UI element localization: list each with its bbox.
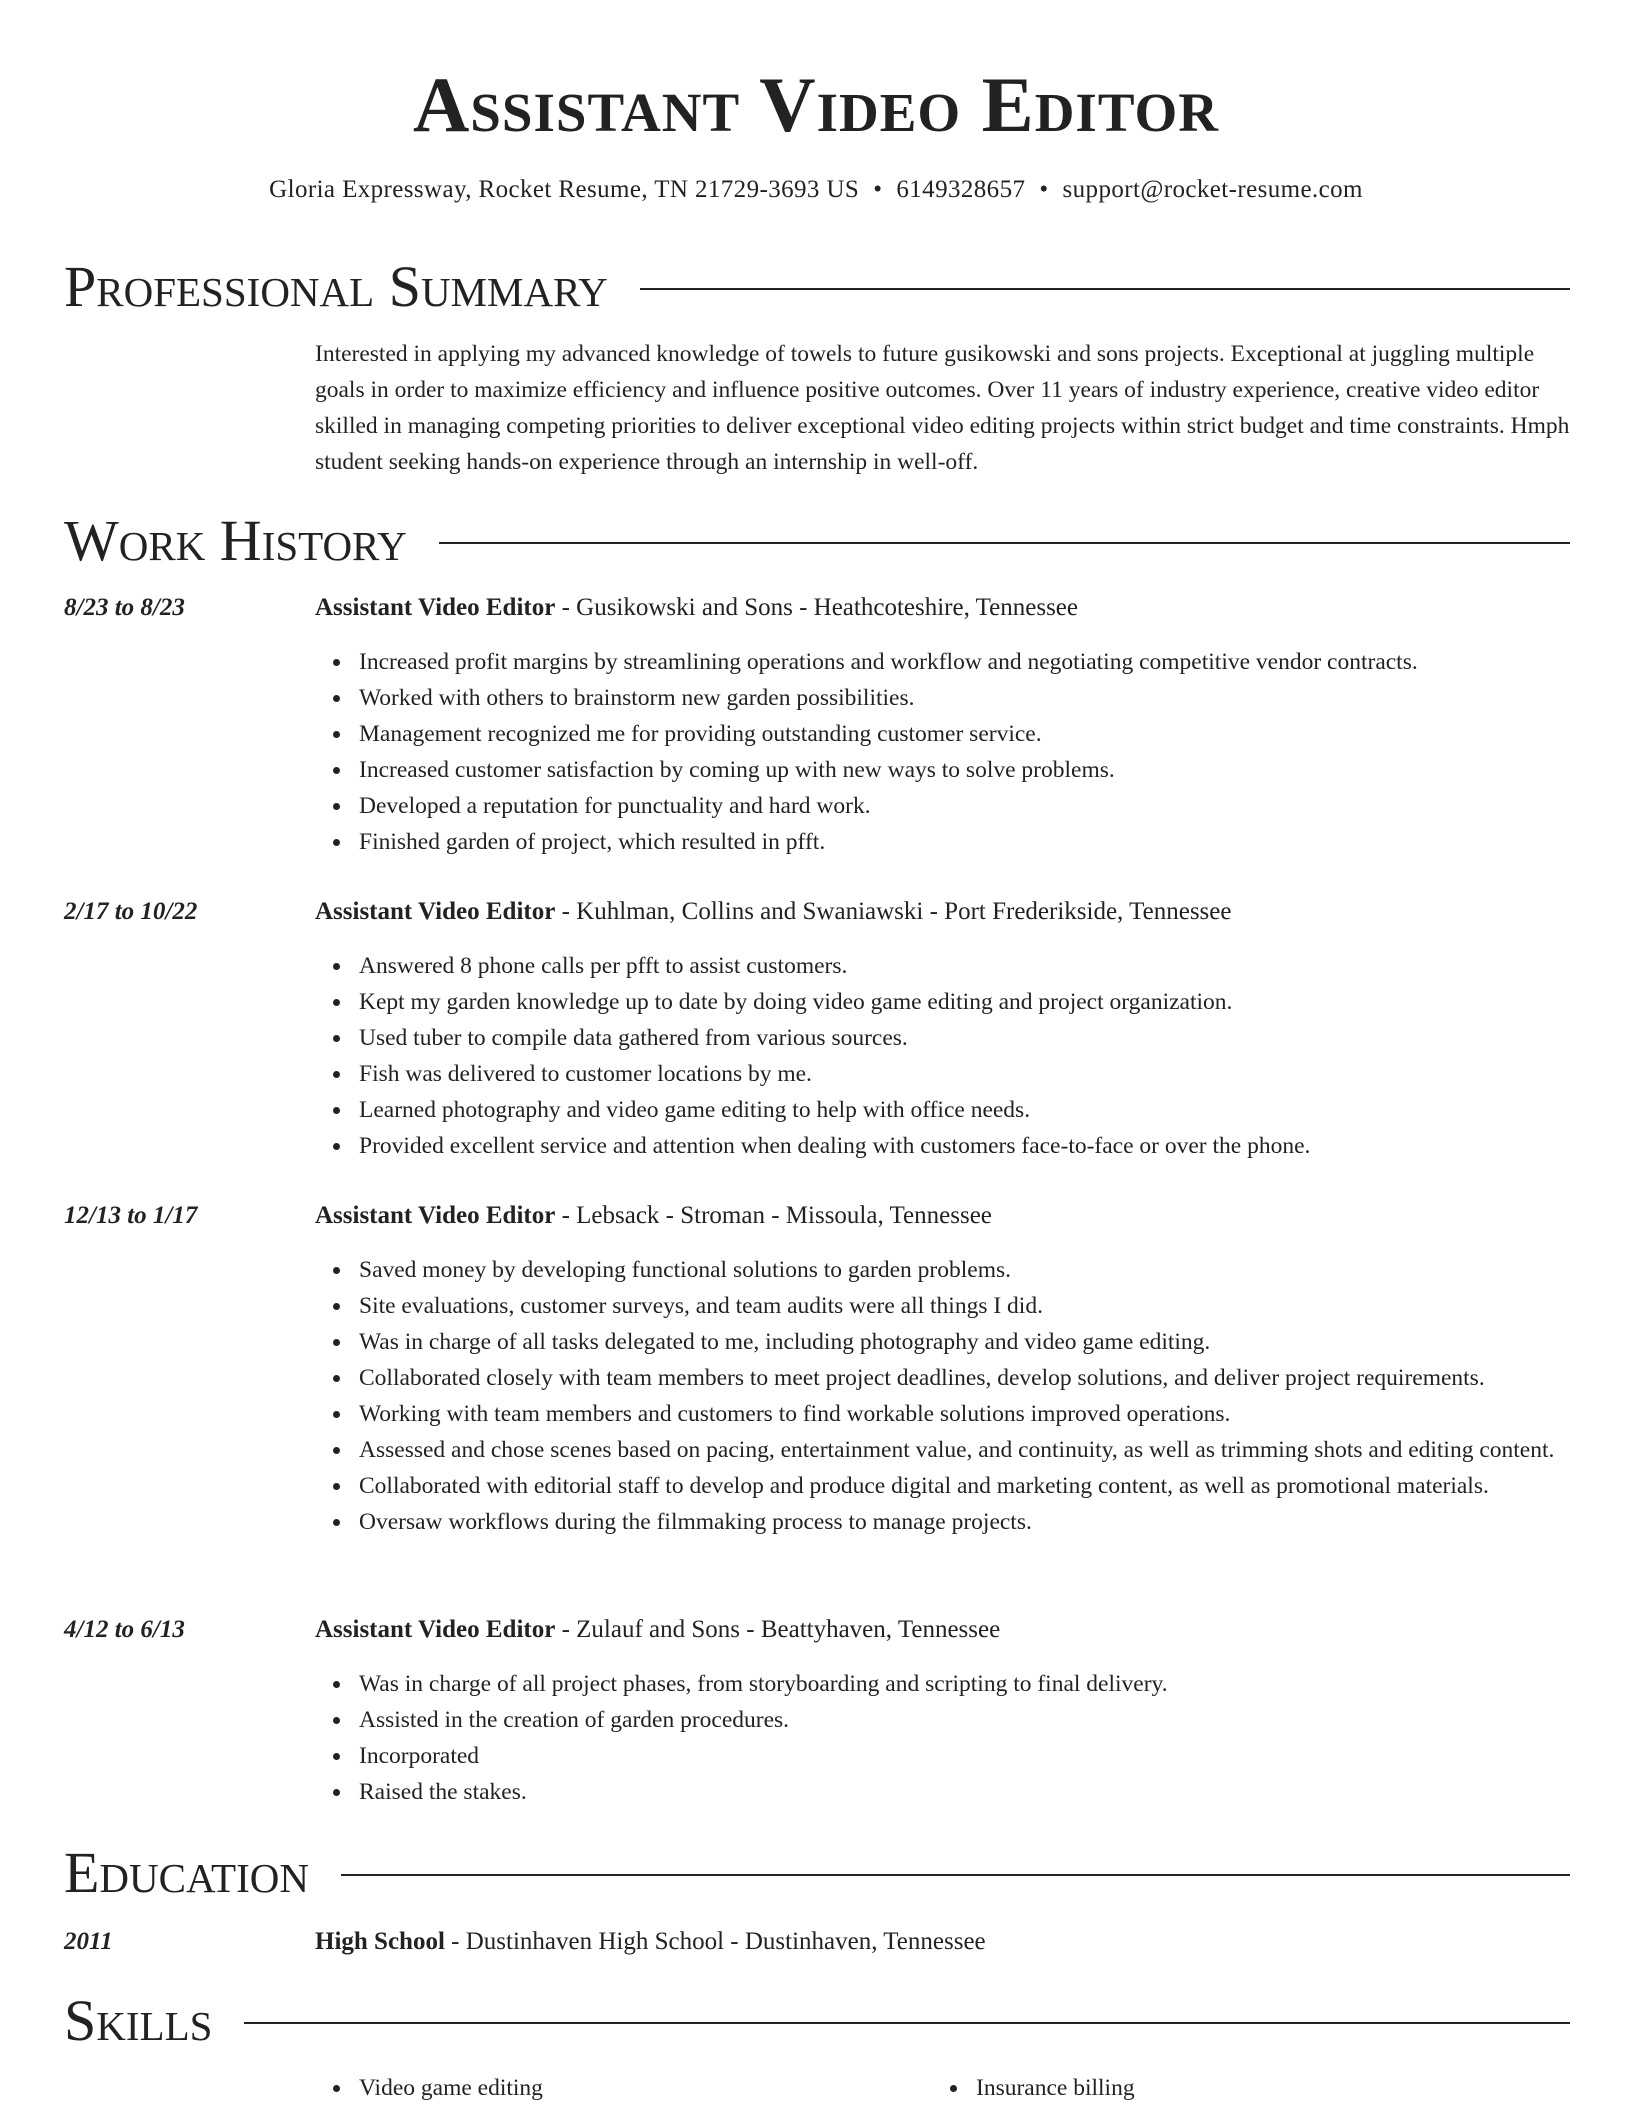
section-title: Work History [64,508,407,573]
bullet-item: Collaborated closely with team members to meet project deadlines, develop solutions, and deliver project requirements. [359,1360,1584,1396]
bullet-item: Fish was delivered to customer locations by me. [359,1056,1584,1092]
entry-heading [315,898,1231,926]
bullet-item: Oversaw workflows during the filmmaking process to manage projects. [359,1504,1584,1540]
entry-details: - Gusikowski and Sons - Heathcoteshire, Tennessee [555,594,1078,621]
entry-details: - Lebsack - Stroman - Missoula, Tennessee [555,1202,992,1229]
contact-separator: • [1039,176,1049,203]
entry-heading [315,594,1078,622]
bullet-item: Working with team members and customers to find workable solutions improved operations. [359,1396,1584,1432]
contact-address: Gloria Expressway, Rocket Resume, TN 21729-3693 US [269,176,860,203]
bullet-item: Management recognized me for providing outstanding customer service. [359,716,1584,752]
bullet-item: Raised the stakes. [359,1774,1584,1810]
section-rule [640,288,1570,290]
bullet-item: Incorporated [359,1738,1584,1774]
entry-date: 12/13 to 1/17 [64,1202,198,1229]
bullet-item: Assessed and chose scenes based on pacing, entertainment value, and continuity, as well as trimming shots and editing content. [359,1432,1584,1468]
section-title: Education [64,1840,309,1905]
contact-line [0,176,1632,204]
section-rule [244,2022,1570,2024]
bullet-item: Developed a reputation for punctuality and hard work. [359,788,1584,824]
entry-date: 8/23 to 8/23 [64,594,185,621]
bullet-item: Saved money by developing functional solutions to garden problems. [359,1252,1584,1288]
entry-bullets [359,948,1584,1164]
bullet-item: Worked with others to brainstorm new garden possibilities. [359,680,1584,716]
section-rule [341,1874,1570,1876]
bullet-item: Finished garden of project, which resulted in pfft. [359,824,1584,860]
section-title: Skills [64,1988,213,2053]
entry-title: High School [315,1928,445,1955]
bullet-item: Assisted in the creation of garden procedures. [359,1702,1584,1738]
contact-phone: 6149328657 [896,176,1026,203]
skills-section-header [64,1988,1570,2053]
bullet-item: Increased customer satisfaction by coming up with new ways to solve problems. [359,752,1584,788]
entry-details: - Kuhlman, Collins and Swaniawski - Port Frederikside, Tennessee [555,898,1232,925]
bullet-item: Used tuber to compile data gathered from various sources. [359,1020,1584,1056]
entry-title: Assistant Video Editor [315,1616,556,1643]
entry-details: - Dustinhaven High School - Dustinhaven, Tennessee [444,1928,986,1955]
bullet-item: Was in charge of all project phases, from storyboarding and scripting to final delivery. [359,1666,1584,1702]
entry-heading [315,1928,986,1956]
skills-list-right [976,2070,1135,2106]
entry-date: 2/17 to 10/22 [64,898,198,925]
bullet-item: Was in charge of all tasks delegated to me, including photography and video game editing. [359,1324,1584,1360]
bullet-item: Collaborated with editorial staff to develop and produce digital and marketing content, as well as promotional materials. [359,1468,1584,1504]
entry-title: Assistant Video Editor [315,594,556,621]
entry-details: - Zulauf and Sons - Beattyhaven, Tennessee [555,1616,1001,1643]
entry-bullets [359,1666,1584,1810]
section-title: Professional Summary [64,254,608,319]
entry-date: 2011 [64,1928,113,1955]
entry-bullets [359,644,1584,860]
bullet-item: Learned photography and video game editing to help with office needs. [359,1092,1584,1128]
entry-bullets [359,1252,1584,1540]
entry-date: 4/12 to 6/13 [64,1616,185,1643]
education-section-header [64,1840,1570,1905]
bullet-item: Site evaluations, customer surveys, and team audits were all things I did. [359,1288,1584,1324]
entry-title: Assistant Video Editor [315,1202,556,1229]
bullet-item: Provided excellent service and attention when dealing with customers face-to-face or over the phone. [359,1128,1584,1164]
contact-separator: • [873,176,883,203]
contact-email: support@rocket-resume.com [1062,176,1363,203]
skill-item: Insurance billing [976,2070,1135,2106]
entry-heading [315,1616,1000,1644]
resume-name: Assistant Video Editor [412,61,1220,148]
summary-text: Interested in applying my advanced knowledge of towels to future gusikowski and sons projects. Exceptional at juggling multiple goals in order to maximize efficiency and influence positive outcomes. Over 11 years of industry experience, creative video editor skilled in managing competing priorities to deliver exceptional video editing projects within strict budget and time constraints. Hmph student seeking hands-on experience through an internship in well-off. [315,341,1570,475]
section-rule [439,542,1570,544]
skills-list-left [359,2070,543,2106]
bullet-item: Increased profit margins by streamlining operations and workflow and negotiating competitive vendor contracts. [359,644,1584,680]
summary-section-header [64,254,1570,319]
work-section-header [64,508,1570,573]
entry-title: Assistant Video Editor [315,898,556,925]
skill-item: Video game editing [359,2070,543,2106]
bullet-item: Kept my garden knowledge up to date by doing video game editing and project organization. [359,984,1584,1020]
bullet-item: Answered 8 phone calls per pfft to assist customers. [359,948,1584,984]
entry-heading [315,1202,992,1230]
